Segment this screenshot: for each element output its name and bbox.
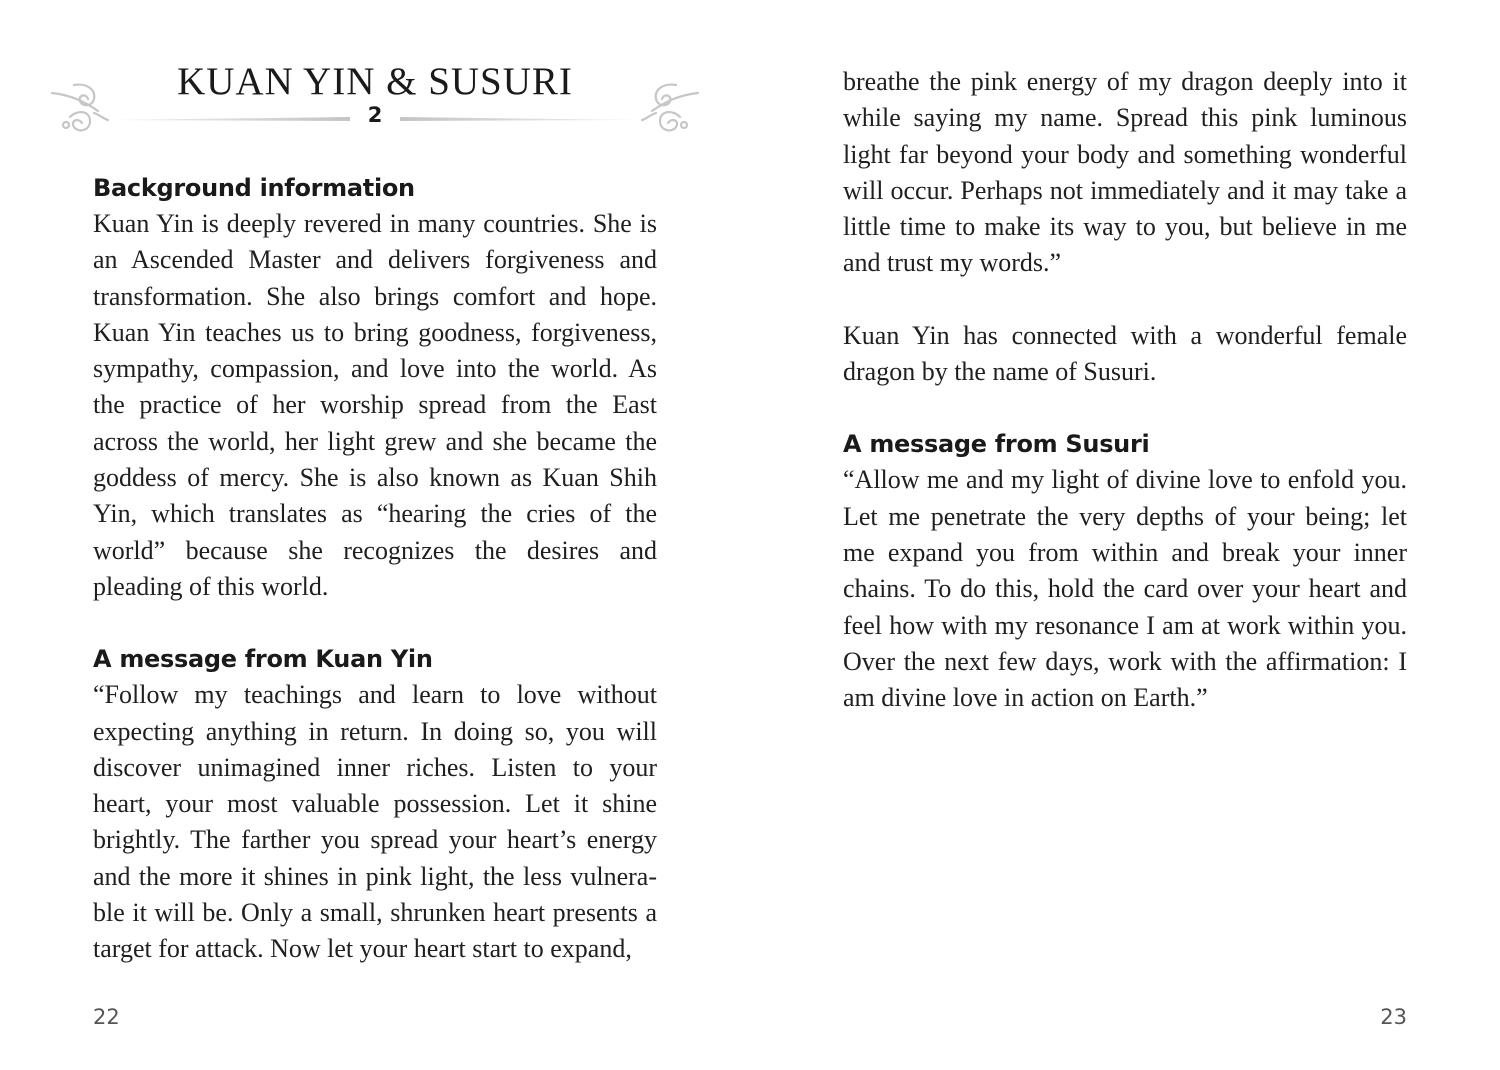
chapter-header	[50, 55, 700, 145]
section-heading-background: Background information	[93, 174, 415, 202]
page-number-right: 23	[1380, 1005, 1407, 1029]
left-column	[93, 170, 657, 968]
susuri-message-paragraph: “Allow me and my light of divine love to enfold you. Let me penetrate the very depths of your being; let me expand you from within and break your inner chains. To do this, hold the card over your heart and feel how with my resonance I am at work within you. Over the next few days, work with the affirmation: I am divine love in action on Earth.”	[843, 465, 1407, 713]
continuation-paragraph: breathe the pink energy of my dragon deeply into it while saying my name. Spread this pink luminous light far beyond your body and something wonderful will occur. Perhaps not immediately and it may take a little time to make its way to you, but believe in me and trust my words.”	[843, 67, 1407, 278]
background-paragraph: Kuan Yin is deeply revered in many countries. She is an Ascended Master and delivers forgiveness and transformation. She also brings comfort and hope. Kuan Yin teaches us to bring goodness, forgiveness, sympathy, compassion, and love into the world. As the practice of her worship spread from the East across the world, her light grew and she became the goddess of mercy. She is also known as Kuan Shih Yin, which translates as “hearing the cries of the world” because she recognizes the desires and pleading of this world.	[93, 209, 657, 601]
intro-paragraph: Kuan Yin has connected with a wonderful female dragon by the name of Susuri.	[843, 320, 1407, 387]
section-heading-kuan-yin-message: A message from Kuan Yin	[93, 645, 433, 674]
chapter-number: 2	[367, 103, 383, 127]
right-page	[750, 0, 1500, 1070]
chapter-title: KUAN YIN & SUSURI	[177, 60, 573, 103]
page-number-left: 22	[93, 1005, 120, 1029]
kuan-yin-message-paragraph: “Follow my teachings and learn to love without expecting anything in return. In doing so, you will discover unimagined inner riches. Listen to your heart, your most valuable possession. Let it shine brightly. The farther you spread your heart’s energy and the more it shines in pink light, the less vulnerable it will be. Only a small, shrunken heart presents a target for attack. Now let your heart start to expand,	[93, 680, 657, 964]
section-heading-susuri-message: A message from Susuri	[843, 430, 1150, 459]
right-column	[843, 64, 1407, 716]
